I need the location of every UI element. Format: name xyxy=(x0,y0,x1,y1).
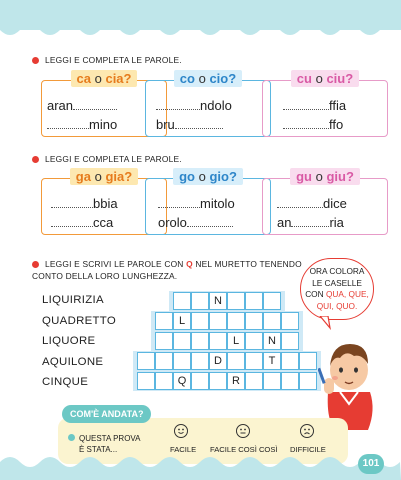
wall-cell[interactable] xyxy=(209,372,227,390)
wall-cell[interactable] xyxy=(227,312,245,330)
wall-cell[interactable] xyxy=(299,352,317,370)
word-list xyxy=(42,290,116,393)
wall-cell[interactable]: T xyxy=(263,352,281,370)
wall-cell[interactable] xyxy=(155,352,173,370)
wall-cell[interactable]: D xyxy=(209,352,227,370)
wall-cell[interactable] xyxy=(191,372,209,390)
wall-cell[interactable] xyxy=(263,312,281,330)
red-bullet-icon xyxy=(32,57,39,64)
wall-cell[interactable] xyxy=(245,292,263,310)
red-bullet-icon xyxy=(32,261,39,268)
word-blank[interactable]: dice xyxy=(277,196,347,211)
word-item: AQUILONE xyxy=(42,355,104,368)
wall-cell[interactable] xyxy=(209,312,227,330)
word-blank[interactable]: ndolo xyxy=(156,98,232,113)
wall-cell[interactable] xyxy=(281,372,299,390)
exercise1-box-cu-ciu: cu o ciu? ffia ffo xyxy=(262,80,388,137)
wall-cell[interactable] xyxy=(281,332,299,350)
teal-bullet-icon xyxy=(68,434,75,441)
wall-cell[interactable] xyxy=(155,332,173,350)
wall-cell[interactable] xyxy=(263,292,281,310)
option-label-easy[interactable]: FACILE xyxy=(170,445,197,454)
happy-face-icon[interactable] xyxy=(174,424,188,438)
exercise2-box-go-gio: go o gio? mitolo orolo xyxy=(145,178,271,235)
word-item: CINQUE xyxy=(42,376,89,388)
exercise2-instruction: LEGGI E COMPLETA LE PAROLE. xyxy=(32,154,182,164)
word-blank[interactable]: cca xyxy=(51,215,113,230)
wall-cell[interactable] xyxy=(299,372,317,390)
sad-face-icon[interactable] xyxy=(300,424,314,438)
exercise1-box-ca-cia: ca o cia? aran mino xyxy=(41,80,167,137)
wall-cell[interactable] xyxy=(191,292,209,310)
wall-cell[interactable] xyxy=(245,372,263,390)
wall-cell[interactable] xyxy=(227,292,245,310)
wall-cell[interactable]: N xyxy=(263,332,281,350)
speech-bubble: ORA COLORA LE CASELLE CON QUA, QUE, QUI, QUO. xyxy=(300,258,374,320)
word-blank[interactable]: bbia xyxy=(51,196,118,211)
wall-cell[interactable] xyxy=(281,312,299,330)
evaluation-title: COM'È ANDATA? xyxy=(62,405,151,423)
wall-cell[interactable]: L xyxy=(173,312,191,330)
wall-cell[interactable] xyxy=(191,352,209,370)
exercise1-instruction: LEGGI E COMPLETA LE PAROLE. xyxy=(32,55,182,65)
wall-cell[interactable] xyxy=(155,372,173,390)
wall-cell[interactable] xyxy=(263,372,281,390)
option-label-so-so[interactable]: FACILE COSÌ COSÌ xyxy=(210,445,278,454)
wall-cell[interactable] xyxy=(281,352,299,370)
exercise1-box-co-cio: co o cio? ndolo bru xyxy=(145,80,271,137)
page-number: 101 xyxy=(358,454,384,474)
neutral-face-icon[interactable] xyxy=(236,424,250,438)
word-item: LIQUIRIZIA xyxy=(42,294,104,306)
word-blank[interactable]: bru xyxy=(156,117,223,132)
wall-cell[interactable] xyxy=(227,352,245,370)
wall-cell[interactable] xyxy=(245,352,263,370)
wall-cell[interactable]: L xyxy=(227,332,245,350)
word-blank[interactable]: ffo xyxy=(283,117,343,132)
wall-cell[interactable] xyxy=(173,332,191,350)
wall-cell[interactable]: N xyxy=(209,292,227,310)
word-blank[interactable]: ffia xyxy=(283,98,346,113)
wall-cell[interactable]: R xyxy=(227,372,245,390)
wall-cell[interactable] xyxy=(137,352,155,370)
wall-cell[interactable] xyxy=(191,332,209,350)
word-blank[interactable]: aran xyxy=(47,98,117,113)
word-blank[interactable]: mitolo xyxy=(158,196,235,211)
wall-cell[interactable]: Q xyxy=(173,372,191,390)
wall-cell[interactable] xyxy=(209,332,227,350)
red-bullet-icon xyxy=(32,156,39,163)
bubble-tail-icon xyxy=(318,316,332,330)
exercise2-box-ga-gia: ga o gia? bbia cca xyxy=(41,178,167,235)
word-blank[interactable]: orolo xyxy=(158,215,233,230)
boy-illustration xyxy=(318,330,380,430)
exercise3-instruction: LEGGI E SCRIVI LE PAROLE CON Q NEL MURETTO TENENDO CONTO DELLA LORO LUNGHEZZA. xyxy=(32,259,302,281)
word-item: QUADRETTO xyxy=(42,314,117,327)
bottom-wave-decoration xyxy=(0,452,401,480)
wall-cell[interactable] xyxy=(155,312,173,330)
wall-cell[interactable] xyxy=(173,352,191,370)
word-blank[interactable]: an ria xyxy=(277,215,344,230)
top-wave-decoration xyxy=(0,0,401,42)
word-blank[interactable]: mino xyxy=(47,117,117,132)
word-item: LIQUORE xyxy=(42,335,96,347)
exercise2-box-gu-giu: gu o giu? dice an ria xyxy=(262,178,388,235)
wall-cell[interactable] xyxy=(173,292,191,310)
evaluation-question: QUESTA PROVA È STATA... xyxy=(68,433,141,455)
wall-cell[interactable] xyxy=(137,372,155,390)
wall-cell[interactable] xyxy=(191,312,209,330)
option-label-difficult[interactable]: DIFFICILE xyxy=(290,445,326,454)
wall-cell[interactable] xyxy=(245,312,263,330)
wall-cell[interactable] xyxy=(245,332,263,350)
